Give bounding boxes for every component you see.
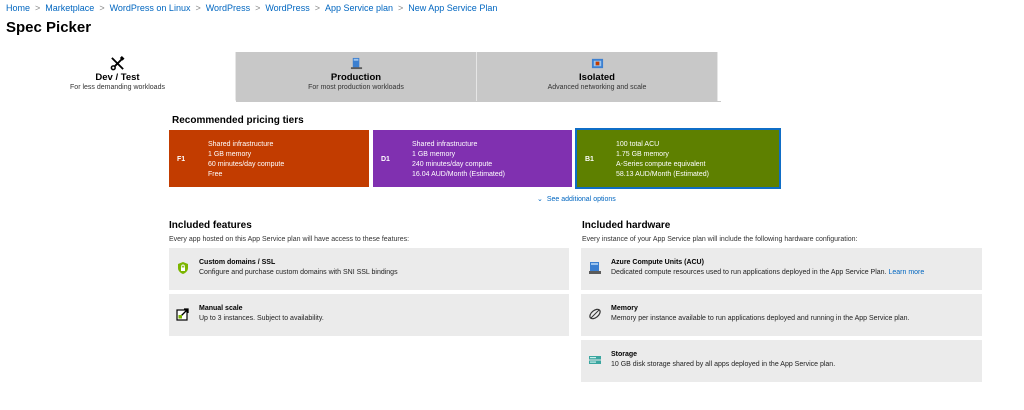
- tab-isolated[interactable]: [477, 52, 718, 101]
- feature-title: Manual scale: [199, 305, 243, 312]
- recommended-title: Recommended pricing tiers: [172, 115, 304, 126]
- tab-title: Dev / Test: [95, 72, 140, 83]
- chevron-right-icon: >: [255, 3, 261, 13]
- chevron-right-icon: >: [398, 3, 404, 13]
- hardware-card-acu: [581, 248, 982, 290]
- tier-code: F1: [177, 156, 186, 163]
- learn-more-link[interactable]: Learn more: [888, 269, 925, 276]
- tier-code: D1: [381, 156, 390, 163]
- tier-card-f1[interactable]: [169, 130, 369, 187]
- chevron-right-icon: >: [314, 3, 320, 13]
- tab-subtitle: Advanced networking and scale: [547, 84, 647, 91]
- tier-code: B1: [585, 156, 594, 163]
- breadcrumb-new-app-service-plan[interactable]: New App Service Plan: [408, 3, 498, 13]
- hardware-description: Memory per instance available to run applications deployed and running in the App Service plan.: [611, 315, 910, 322]
- tier-detail-line: 1.75 GB memory: [616, 151, 669, 158]
- feature-title: Custom domains / SSL: [199, 259, 276, 266]
- hardware-card-storage: [581, 340, 982, 382]
- tier-category-tabs: [0, 52, 721, 101]
- compute-icon: [588, 261, 602, 275]
- tab-subtitle: For less demanding workloads: [70, 84, 165, 91]
- memory-icon: [588, 307, 602, 321]
- tab-production[interactable]: [236, 52, 477, 101]
- shield-lock-icon: [176, 261, 190, 275]
- tier-card-b1[interactable]: [577, 130, 779, 187]
- tier-details: [616, 140, 709, 180]
- tier-detail-line: Shared infrastructure: [412, 141, 478, 148]
- tools-icon: [110, 56, 125, 71]
- tab-title: Production: [330, 72, 382, 83]
- see-more-label: See additional options: [546, 196, 616, 203]
- tier-detail-line: A-Series compute equivalent: [616, 161, 706, 168]
- isolated-icon: [591, 56, 604, 71]
- tier-details: [208, 140, 284, 180]
- scale-icon: [176, 307, 190, 321]
- features-subtitle: Every app hosted on this App Service plan will have access to these features:: [169, 236, 410, 243]
- hardware-title-item: Storage: [611, 351, 638, 358]
- tier-price: 16.04 AUD/Month (Estimated): [412, 171, 505, 178]
- breadcrumb-wordpress-2[interactable]: WordPress: [265, 3, 310, 13]
- tier-detail-line: 60 minutes/day compute: [208, 161, 285, 168]
- see-additional-options-link[interactable]: [537, 195, 616, 203]
- breadcrumb-marketplace[interactable]: Marketplace: [45, 3, 95, 13]
- tier-detail-line: 1 GB memory: [208, 151, 252, 158]
- tier-price: 58.13 AUD/Month (Estimated): [616, 171, 709, 178]
- page-title: Spec Picker: [6, 19, 92, 36]
- tab-subtitle: For most production workloads: [308, 84, 404, 91]
- hardware-description: 10 GB disk storage shared by all apps deployed in the App Service plan.: [611, 361, 836, 368]
- breadcrumb-home[interactable]: Home: [6, 3, 31, 13]
- chevron-right-icon: >: [35, 3, 41, 13]
- hardware-description-text: Dedicated compute resources used to run applications deployed in the App Service Plan.: [611, 269, 887, 276]
- breadcrumb-app-service-plan[interactable]: App Service plan: [324, 3, 394, 13]
- breadcrumb: [6, 3, 497, 13]
- tier-detail-line: Shared infrastructure: [208, 141, 274, 148]
- chevron-down-icon: ⌄: [537, 196, 543, 203]
- hardware-description: [611, 269, 924, 276]
- hardware-title-item: Memory: [611, 305, 638, 312]
- tab-title: Isolated: [579, 72, 615, 83]
- feature-description: Configure and purchase custom domains with SNI SSL bindings: [199, 269, 398, 276]
- hardware-title-item: Azure Compute Units (ACU): [611, 259, 704, 266]
- tabs-divider: [236, 101, 721, 102]
- tier-detail-line: 240 minutes/day compute: [412, 161, 493, 168]
- feature-card-custom-domains: [169, 248, 569, 290]
- tier-detail-line: 1 GB memory: [412, 151, 456, 158]
- tab-dev-test[interactable]: [0, 52, 236, 101]
- tier-detail-line: 100 total ACU: [616, 141, 660, 148]
- production-icon: [350, 56, 363, 71]
- hardware-card-memory: [581, 294, 982, 336]
- chevron-right-icon: >: [195, 3, 201, 13]
- features-title: Included features: [169, 220, 252, 231]
- breadcrumb-wordpress-on-linux[interactable]: WordPress on Linux: [109, 3, 191, 13]
- tier-details: [412, 140, 505, 180]
- tier-price: Free: [208, 171, 223, 178]
- feature-description: Up to 3 instances. Subject to availability.: [199, 315, 324, 322]
- breadcrumb-wordpress[interactable]: WordPress: [205, 3, 251, 13]
- hardware-title: Included hardware: [582, 220, 671, 231]
- feature-card-manual-scale: [169, 294, 569, 336]
- storage-icon: [588, 353, 602, 367]
- hardware-subtitle: Every instance of your App Service plan will include the following hardware configuration:: [582, 236, 858, 243]
- chevron-right-icon: >: [99, 3, 105, 13]
- tier-card-d1[interactable]: [373, 130, 572, 187]
